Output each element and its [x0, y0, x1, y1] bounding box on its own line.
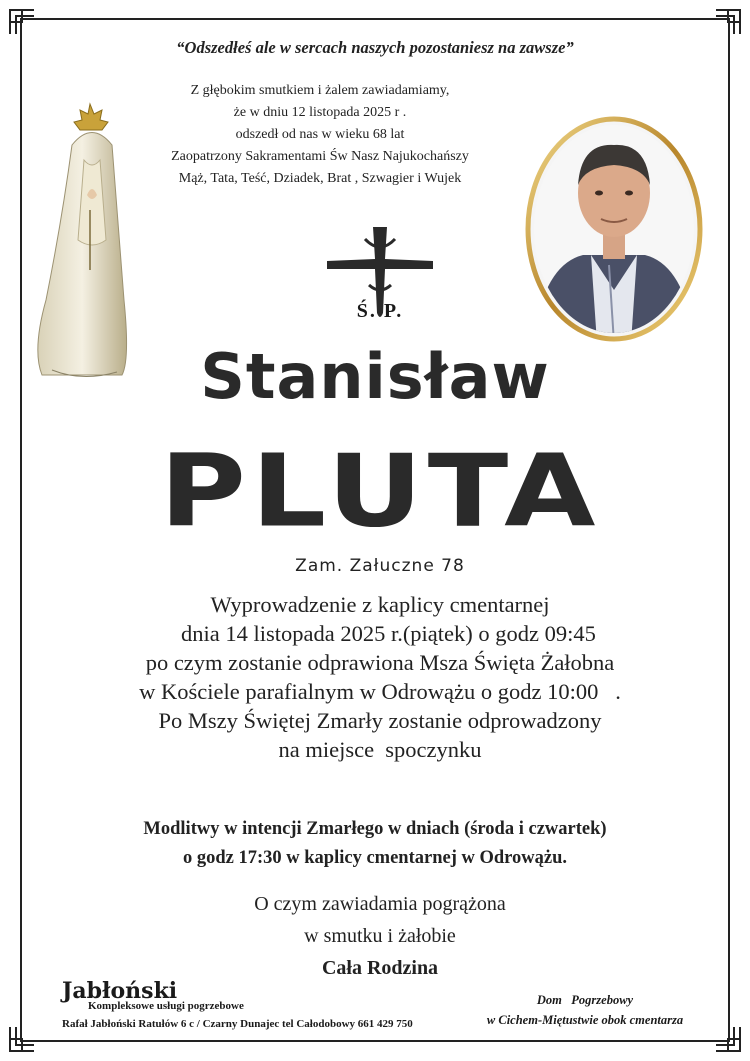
- closing-line: w smutku i żałobie: [304, 925, 456, 947]
- funeral-home-line: w Cichem-Miętustwie obok cmentarza: [486, 1013, 684, 1027]
- corner-ornament: [714, 1025, 742, 1053]
- ceremony-line: po czym zostanie odprawiona Msza Święta Żałobna: [145, 650, 615, 675]
- corner-ornament: [8, 1025, 36, 1053]
- announcement-line: odszedł od nas w wieku 68 lat: [235, 127, 405, 142]
- funeral-home-line: Dom Pogrzebowy: [536, 993, 634, 1007]
- sp-initials: Ś. P.: [356, 300, 404, 322]
- funeral-home-info: [455, 990, 715, 1030]
- prayer-line: Modlitwy w intencji Zmarłego w dniach (środa i czwartek): [143, 819, 607, 839]
- funeral-company-logo: [62, 980, 442, 1030]
- ceremony-line: Po Mszy Świętej Zmarły zostanie odprowadzony: [158, 708, 602, 733]
- family-signature: Cała Rodzina: [321, 957, 439, 979]
- closing-text: [0, 888, 750, 984]
- announcement-line: Z głębokim smutkiem i żalem zawiadamiamy,: [190, 83, 450, 98]
- closing-line: O czym zawiadamia pogrążona: [254, 893, 506, 915]
- prayer-line: o godz 17:30 w kaplicy cmentarnej w Odrowążu.: [182, 848, 568, 868]
- company-brand: Jabłoński: [62, 978, 178, 1004]
- ceremony-line: dnia 14 listopada 2025 r.(piątek) o godz 09:45: [164, 621, 596, 646]
- memorial-quote: “Odszedłeś ale w sercach naszych pozostaniesz na zawsze”: [176, 38, 574, 57]
- ceremony-details: [60, 590, 700, 764]
- ceremony-line: w Kościele parafialnym w Odrowążu o godz 10:00 .: [139, 679, 621, 704]
- announcement-line: że w dniu 12 listopada 2025 r .: [233, 105, 407, 120]
- company-tagline: Kompleksowe usługi pogrzebowe: [88, 1000, 244, 1012]
- announcement-line: Mąż, Tata, Teść, Dziadek, Brat , Szwagier i Wujek: [178, 171, 462, 186]
- announcement-line: Zaopatrzony Sakramentami Św Nasz Najukochańszy: [171, 149, 469, 164]
- ceremony-line: na miejsce spoczynku: [278, 737, 482, 762]
- company-address: Rafał Jabłoński Ratułów 6 c / Czarny Dunajec tel Całodobowy 661 429 750: [62, 1018, 413, 1030]
- prayer-info: [40, 815, 710, 873]
- announcement-text: [150, 80, 490, 190]
- portrait-photo: [523, 115, 705, 343]
- deceased-surname: PLUTA: [159, 432, 601, 550]
- corner-ornament: [8, 8, 36, 36]
- deceased-first-name: Stanisław: [200, 340, 550, 413]
- corner-ornament: [714, 8, 742, 36]
- residence-address: Zam. Załuczne 78: [295, 556, 465, 576]
- ceremony-line: Wyprowadzenie z kaplicy cmentarnej: [210, 592, 550, 617]
